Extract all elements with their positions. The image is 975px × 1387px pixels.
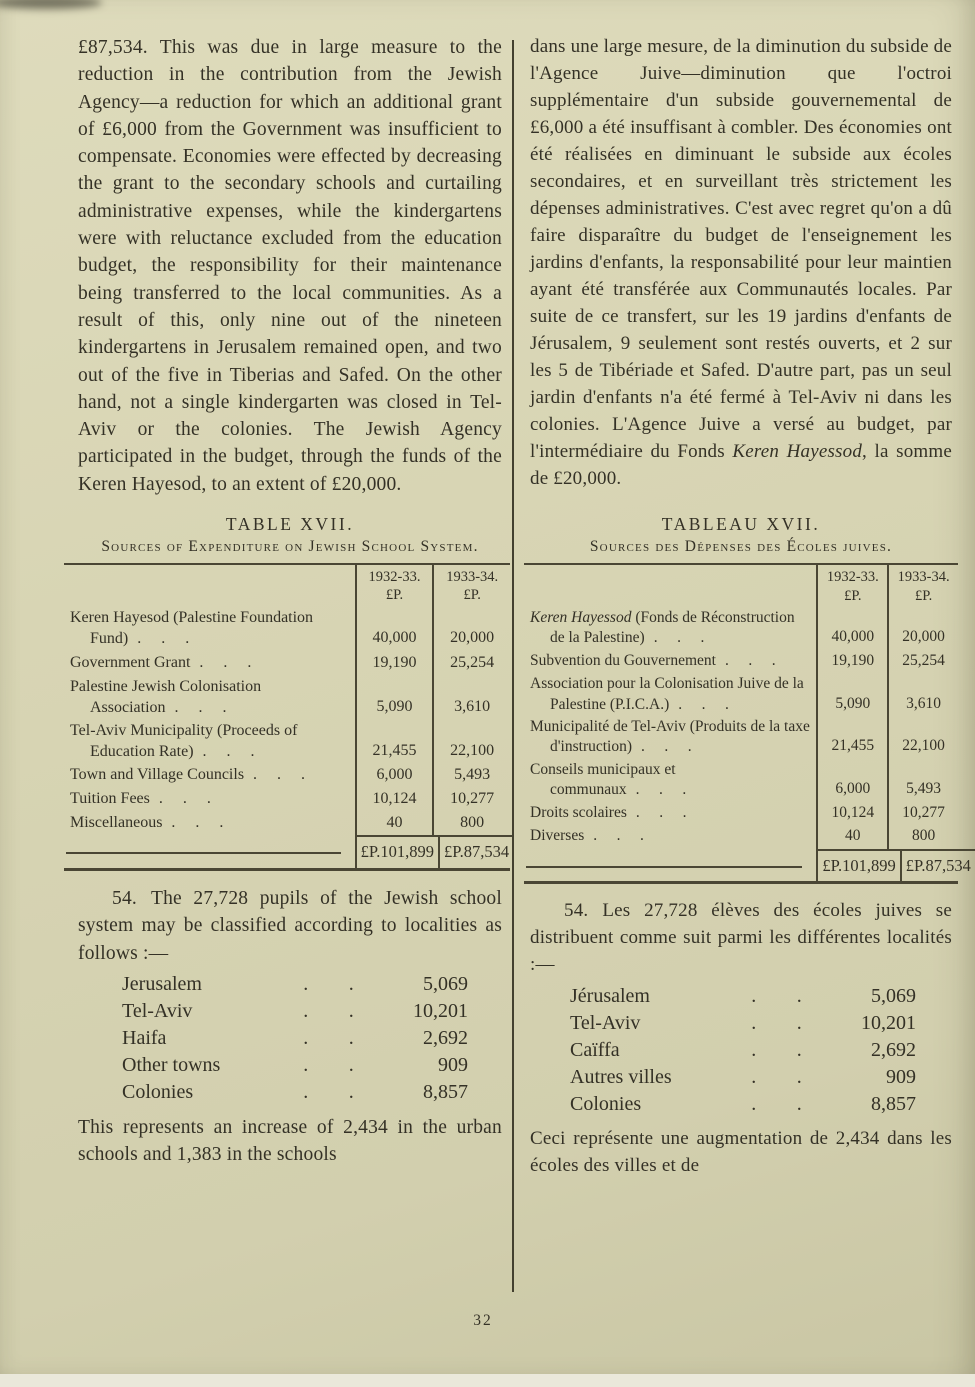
locality-value: 5,069 <box>423 973 468 996</box>
french-para-pre: dans une large mesure, de la diminution du subside de l'Agence Juive—diminution que l'octroi supplémentaire d'un subside gouvernemental de £6,000 a été insuffisant à combler. Des économies ont été réalisées en diminuant le subside aux écoles secondaires, et en surveillant très strictement les dépenses administratives. C'est avec regret qu'on a dû faire disparaître du budget de l'enseignement les jardins d'enfants, la responsabilité pour leur maintien ayant été transférée aux Communautés locales. Par suite de ce transfert, sur les 19 jardins d'enfants de Jérusalem, 9 seulement sont restés ouverts, et 2 sur les 5 de Tibériade et Safed. D'autre part, pas un seul jardin d'enfants n'a été fermé à Tel-Aviv ni dans les colonies. L'Agence Juive a versé au budget, par l'intermédiaire du Fonds <box>530 36 952 462</box>
col-unit-label: £P. <box>385 587 404 604</box>
column-divider-rule <box>512 40 514 1292</box>
french-paragraph-continuation <box>530 34 952 492</box>
locality-label: Haifa <box>122 1027 167 1050</box>
locality-label: Tel-Aviv <box>122 1000 193 1023</box>
leader-dot: . <box>751 985 757 1008</box>
leader-dots: . . . <box>593 827 646 845</box>
table-row <box>524 716 958 759</box>
row-value-1933: 20,000 <box>432 606 510 650</box>
french-table-col-1932-33 <box>816 565 887 606</box>
table-row <box>64 719 510 763</box>
list-item <box>122 1025 472 1052</box>
leader-dot: . <box>303 973 309 996</box>
row-value-1933: 3,610 <box>432 675 510 719</box>
leader-dots: . . . <box>635 803 689 821</box>
english-table-subtitle: Sources of Expenditure on Jewish School System. <box>101 538 479 556</box>
english-table-header-row <box>64 565 510 606</box>
leader-dots: . . . <box>678 695 731 713</box>
locality-label: Caïffa <box>570 1039 620 1062</box>
locality-value: 909 <box>438 1054 468 1077</box>
list-item <box>122 998 472 1025</box>
table-row <box>64 606 510 650</box>
section-text: Les 27,728 élèves des écoles juives se distribuent comme suit parmi les différentes localités :— <box>530 900 952 976</box>
english-table-title: TABLE XVII. <box>225 514 355 535</box>
table-row <box>524 802 958 825</box>
leader-dot: . <box>796 1066 802 1089</box>
row-value-1933: 3,610 <box>887 673 958 716</box>
english-section-54 <box>78 885 502 967</box>
list-item <box>570 1064 920 1091</box>
french-column <box>530 34 971 1182</box>
english-table-header-spacer <box>64 565 355 606</box>
table-row <box>524 607 958 650</box>
row-label-text: Palestine Jewish Colonisation Association <box>70 677 262 716</box>
col-year-label: 1933-34. <box>897 569 950 586</box>
leader-dots: . . . <box>158 790 213 808</box>
leader-dots: . . . <box>171 814 226 832</box>
english-table-totals-row <box>64 835 510 868</box>
english-closing-paragraph: This represents an increase of 2,434 in the urban schools and 1,383 in the schools <box>78 1117 502 1166</box>
french-para-post: , la somme de £20,000. <box>530 440 952 489</box>
row-value-1933: 800 <box>432 811 510 835</box>
row-value-1932: 10,124 <box>355 787 433 811</box>
page-number: 32 <box>473 1312 493 1329</box>
col-unit-label: £P. <box>914 587 933 604</box>
leader-dot: . <box>303 1054 309 1077</box>
leader-dot: . <box>348 1081 354 1104</box>
row-label <box>524 673 816 716</box>
col-year-label: 1932-33. <box>368 569 421 586</box>
french-para-italic: Keren Hayessod <box>732 440 863 462</box>
leader-dots: . . . <box>199 653 254 671</box>
col-year-label: 1932-33. <box>826 569 879 586</box>
french-table-title: TABLEAU XVII. <box>661 514 821 535</box>
row-label-text: Subvention du Gouvernement <box>530 651 716 669</box>
french-section-54 <box>530 898 952 979</box>
english-paragraph-continuation: £87,534. This was due in large measure to the reduction in the contribution from the Jewish Agency—a reduction for which an additional grant of £6,000 from the Government was insufficient to compensate. Economies were effected by decreasing the grant to the secondary schools and curtailing administrative expenses, while the kindergartens were with reluctance excluded from the education budget, the responsibility for their maintenance being transferred to the local communities. As a result of this, only nine out of the nineteen kindergartens in Jerusalem remained open, and two out of the five in Tiberias and Safed. On the other hand, not a single kindergarten was closed in Tel-Aviv or the colonies. The Jewish Agency participated in the budget, through the funds of the Keren Hayesod, to an extent of £20,000. <box>78 37 502 495</box>
row-label-text: Tel-Aviv Municipality (Proceeds of Education Rate) <box>70 721 298 760</box>
leader-dot: . <box>751 1066 757 1089</box>
list-item <box>122 1052 472 1079</box>
row-label-text: Miscellaneous <box>70 814 163 832</box>
list-item <box>570 1091 920 1118</box>
row-value-1932: 10,124 <box>816 802 887 825</box>
french-closing-paragraph: Ceci représente une augmentation de 2,434 dans les écoles des villes et de <box>530 1128 952 1177</box>
row-label <box>64 811 355 835</box>
french-table-totals-row <box>524 849 971 882</box>
total-1932: £P.101,899 <box>816 849 899 882</box>
row-label <box>64 787 355 811</box>
list-item <box>570 1037 920 1064</box>
locality-label: Colonies <box>570 1093 642 1116</box>
table-row <box>524 759 958 802</box>
french-table-col-1933-34 <box>887 565 958 606</box>
row-label <box>524 759 816 802</box>
leader-dot: . <box>348 1000 354 1023</box>
section-text: The 27,728 pupils of the Jewish school system may be classified according to localities as follows :— <box>78 888 502 964</box>
totals-rule <box>524 849 816 882</box>
locality-label: Jérusalem <box>570 985 650 1008</box>
row-value-1933: 25,254 <box>887 650 958 673</box>
leader-dot: . <box>796 1012 802 1035</box>
english-table-col-1933-34 <box>432 565 510 606</box>
row-value-1933: 5,493 <box>887 759 958 802</box>
row-value-1932: 5,090 <box>816 673 887 716</box>
row-value-1933: 10,277 <box>432 787 510 811</box>
english-table <box>64 563 510 871</box>
list-item <box>122 1079 472 1106</box>
total-1932: £P.101,899 <box>355 835 438 868</box>
row-label-text: Diverses <box>530 827 585 845</box>
english-localities-list <box>122 971 472 1106</box>
table-row <box>64 811 510 835</box>
locality-label: Colonies <box>122 1081 194 1104</box>
english-column <box>70 34 510 1171</box>
row-label-text: Association pour la Colonisation Juive de la Palestine (P.I.C.A.) <box>530 675 804 713</box>
french-table-header-row <box>524 565 958 606</box>
row-value-1933: 800 <box>887 825 958 848</box>
row-label <box>64 651 355 675</box>
leader-dot: . <box>751 1012 757 1035</box>
row-label-italic: Keren Hayessod <box>530 608 632 626</box>
locality-value: 909 <box>886 1066 916 1089</box>
locality-label: Other towns <box>122 1054 221 1077</box>
col-unit-label: £P. <box>844 587 862 604</box>
locality-value: 10,201 <box>861 1012 916 1035</box>
locality-label: Tel-Aviv <box>570 1012 641 1035</box>
row-value-1933: 22,100 <box>432 719 510 763</box>
french-table-subtitle: Sources des Dépenses des Écoles juives. <box>589 538 893 556</box>
row-value-1932: 40,000 <box>816 607 887 650</box>
locality-label: Jerusalem <box>122 973 202 996</box>
total-1933: £P.87,534 <box>900 849 975 882</box>
english-table-caption <box>78 514 502 556</box>
row-label <box>524 802 816 825</box>
row-label <box>524 825 816 848</box>
locality-label: Autres villes <box>570 1066 672 1089</box>
list-item <box>570 983 920 1010</box>
leader-dot: . <box>796 985 802 1008</box>
locality-value: 8,857 <box>423 1081 468 1104</box>
leader-dot: . <box>751 1039 757 1062</box>
row-label-text: Droits scolaires <box>530 803 627 821</box>
row-label-text: Conseils municipaux et communaux <box>530 760 676 799</box>
scan-bottom-edge <box>0 1374 975 1387</box>
table-row <box>64 787 510 811</box>
row-value-1933: 10,277 <box>887 802 958 825</box>
row-label-text: Government Grant <box>70 653 191 671</box>
row-value-1932: 40,000 <box>355 606 433 650</box>
scan-corner-shadow <box>0 0 102 9</box>
leader-dot: . <box>303 1081 309 1104</box>
locality-value: 2,692 <box>871 1039 916 1062</box>
row-label-text: Keren Hayesod (Palestine Foundation Fund) <box>70 609 314 648</box>
row-label <box>524 716 816 759</box>
list-item <box>570 1010 920 1037</box>
row-value-1932: 21,455 <box>355 719 433 763</box>
row-value-1932: 19,190 <box>355 651 433 675</box>
row-value-1932: 40 <box>816 825 887 848</box>
row-label-text: Town and Village Councils <box>70 766 245 784</box>
row-label <box>64 675 355 719</box>
totals-rule <box>64 835 355 868</box>
leader-dot: . <box>348 1027 354 1050</box>
table-row <box>524 673 958 716</box>
leader-dots: . . . <box>724 651 778 669</box>
leader-dot: . <box>348 1054 354 1077</box>
french-localities-list <box>570 983 920 1118</box>
list-item <box>122 971 472 998</box>
row-value-1932: 5,090 <box>355 675 433 719</box>
row-value-1933: 22,100 <box>887 716 958 759</box>
locality-value: 2,692 <box>423 1027 468 1050</box>
table-row <box>64 675 510 719</box>
table-row <box>524 650 958 673</box>
row-value-1932: 6,000 <box>816 759 887 802</box>
row-value-1933: 20,000 <box>887 607 958 650</box>
total-1933: £P.87,534 <box>438 835 513 868</box>
section-number: 54. <box>112 888 137 910</box>
leader-dots: . . . <box>137 630 192 648</box>
row-label <box>524 607 816 650</box>
row-value-1933: 5,493 <box>432 763 510 787</box>
leader-dot: . <box>751 1093 757 1116</box>
row-label-text: (Fonds de Réconstruction de la Palestine) <box>550 608 795 647</box>
leader-dots: . . . <box>253 766 308 784</box>
row-value-1932: 40 <box>355 811 433 835</box>
row-value-1933: 25,254 <box>432 651 510 675</box>
leader-dots: . . . <box>653 629 707 647</box>
french-table-header-spacer <box>524 565 816 606</box>
table-row <box>64 651 510 675</box>
leader-dot: . <box>303 1000 309 1023</box>
leader-dot: . <box>303 1027 309 1050</box>
french-table-caption <box>530 514 952 556</box>
row-label-text: Municipalité de Tel-Aviv (Produits de la taxe d'instruction) <box>530 717 810 756</box>
row-label <box>64 763 355 787</box>
col-unit-label: £P. <box>463 587 481 604</box>
leader-dots: . . . <box>641 738 694 756</box>
leader-dots: . . . <box>635 781 689 799</box>
locality-value: 10,201 <box>413 1000 468 1023</box>
leader-dots: . . . <box>174 698 229 716</box>
leader-dot: . <box>348 973 354 996</box>
english-table-col-1932-33 <box>355 565 433 606</box>
row-label <box>524 650 816 673</box>
row-value-1932: 6,000 <box>355 763 433 787</box>
row-label-text: Tuition Fees <box>70 790 150 808</box>
row-label <box>64 719 355 763</box>
leader-dot: . <box>796 1093 802 1116</box>
section-number: 54. <box>564 900 589 922</box>
row-value-1932: 19,190 <box>816 650 887 673</box>
french-table <box>524 563 971 884</box>
col-year-label: 1933-34. <box>446 569 499 586</box>
leader-dot: . <box>796 1039 802 1062</box>
locality-value: 8,857 <box>871 1093 916 1116</box>
table-row <box>64 763 510 787</box>
row-label <box>64 606 355 650</box>
locality-value: 5,069 <box>871 985 916 1008</box>
table-row <box>524 825 958 848</box>
leader-dots: . . . <box>202 742 257 760</box>
row-value-1932: 21,455 <box>816 716 887 759</box>
